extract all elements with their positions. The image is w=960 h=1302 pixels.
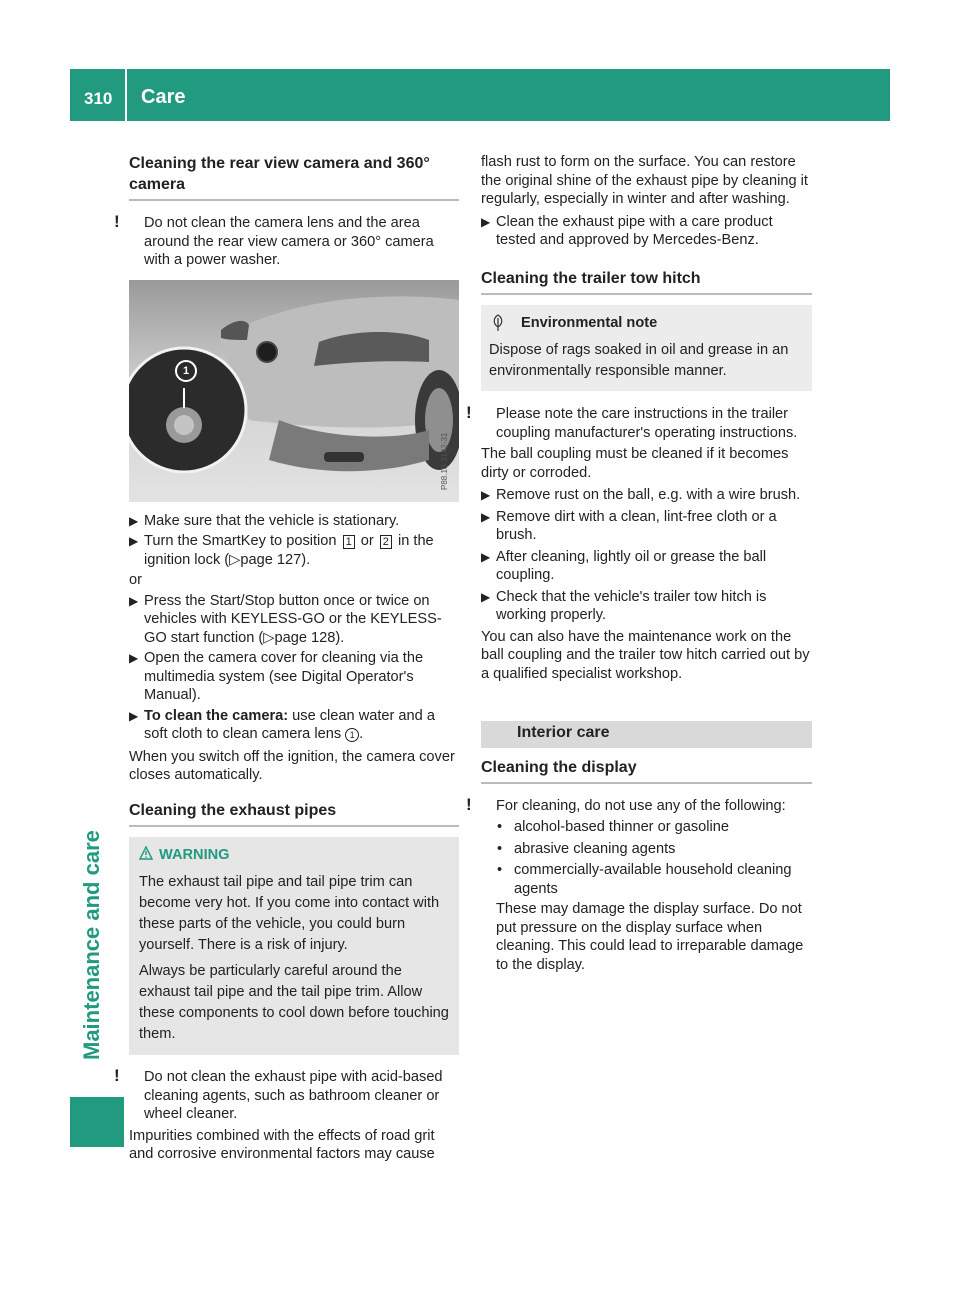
step-text: Turn the SmartKey to position (144, 533, 341, 549)
list-item (481, 486, 812, 505)
warning-triangle-icon (139, 846, 153, 866)
exhaust-caution-note (114, 1066, 459, 1124)
header-divider (125, 69, 127, 121)
step-arrow-icon: ▶ (481, 589, 491, 604)
list-item (129, 592, 459, 648)
page-header-bar (70, 69, 890, 121)
right-column (466, 153, 812, 974)
chapter-title: Care (141, 86, 186, 108)
caution-icon: ! (114, 1066, 120, 1085)
environment-leaf-icon (491, 314, 505, 338)
page-reference-link[interactable]: page 128). (274, 629, 345, 646)
bullet-icon: • (497, 819, 503, 835)
bullet-text: alcohol-based thinner or gasoline (514, 819, 729, 835)
interior-care-heading: Interior care (481, 721, 812, 748)
callout-1-icon: 1 (345, 728, 359, 742)
or-text: or (129, 572, 142, 588)
step-arrow-icon: ▶ (129, 593, 139, 608)
impurities-paragraph: Impurities combined with the effects of road grit and corrosive environmental factors may cause (129, 1127, 435, 1162)
step-text: Open the camera cover for cleaning via the multimedia system (see Digital Operator's Manual). (144, 650, 424, 703)
display-bullets (481, 818, 812, 898)
exhaust-heading-wrap (129, 800, 459, 827)
warning-title: WARNING (159, 846, 230, 863)
section-side-label: Maintenance and care (79, 830, 104, 1060)
page-reference-link[interactable]: page 127). (240, 551, 311, 568)
page-ref-arrow-icon: ▷ (263, 629, 275, 646)
camera-caution-note (114, 212, 459, 270)
camera-section-heading-wrap (129, 153, 459, 201)
list-item (129, 532, 459, 569)
side-tab-marker (70, 1097, 124, 1147)
tow-steps (481, 486, 812, 625)
exhaust-caution-text: Do not clean the exhaust pipe with acid-based cleaning agents, such as bathroom cleaner or wheel cleaner. (144, 1069, 443, 1122)
photo-callout-1: 1 (175, 360, 197, 382)
warning-paragraph-2: Always be particularly careful around the exhaust tail pipe and the tail pipe trim. Allow these components to cool down before touching them. (139, 963, 449, 1042)
step-text: Check that the vehicle's trailer tow hitch is working properly. (496, 588, 767, 623)
list-item (481, 840, 812, 859)
caution-icon: ! (114, 212, 120, 231)
display-damage-paragraph: These may damage the display surface. Do not put pressure on the display surface when cleaning. This could lead to irreparable damage to the display. (496, 901, 804, 973)
bullet-text: abrasive cleaning agents (514, 840, 676, 857)
step-arrow-icon: ▶ (129, 513, 139, 528)
step-text: Clean the exhaust pipe with a care product tested and approved by Mercedes-Benz. (496, 213, 773, 248)
flash-rust-paragraph: flash rust to form on the surface. You can restore the original shine of the exhaust pipe by cleaning it regularly, especially in winter and after washing. (481, 154, 808, 207)
environmental-note-title: Environmental note (521, 314, 658, 331)
step-arrow-icon: ▶ (481, 509, 491, 524)
list-item (129, 649, 459, 705)
list-item (481, 508, 812, 545)
list-item (481, 213, 812, 250)
bullet-text: commercially-available household cleaning agents (514, 862, 792, 897)
step-text: or (356, 533, 378, 549)
exhaust-section-heading: Cleaning the exhaust pipes (129, 801, 337, 819)
step-arrow-icon: ▶ (129, 708, 139, 723)
step-text: . (359, 726, 364, 742)
step-text: use clean water and a soft cloth to clean camera lens (144, 707, 435, 742)
step-bold-text: To clean the camera: (144, 707, 289, 724)
page-ref-arrow-icon: ▷ (229, 551, 241, 568)
tow-hitch-section-heading: Cleaning the trailer tow hitch (481, 269, 701, 287)
display-heading-wrap (481, 757, 812, 784)
list-item (129, 512, 459, 531)
step-arrow-icon: ▶ (129, 651, 139, 665)
step-text: After cleaning, lightly oil or grease the ball coupling. (496, 548, 767, 583)
step-arrow-icon: ▶ (129, 534, 139, 548)
caution-icon: ! (466, 403, 472, 422)
step-text: in the ignition lock ( (144, 533, 434, 568)
bullet-icon: • (497, 862, 503, 878)
environmental-note-title-row (489, 314, 804, 333)
list-item (481, 818, 812, 837)
camera-caution-text: Do not clean the camera lens and the area around the rear view camera or 360° camera with a power washer. (144, 215, 434, 268)
display-caution-note (466, 794, 812, 816)
tow-caution-text: Please note the care instructions in the trailer coupling manufacturer's operating instructions. (496, 406, 798, 441)
key-position-1: 1 (343, 535, 355, 549)
environmental-note-box (481, 305, 812, 392)
step-text: Make sure that the vehicle is stationary. (144, 512, 400, 529)
list-item (481, 548, 812, 585)
caution-icon: ! (466, 794, 472, 814)
photo-code: P88.10-3142-31 (440, 432, 449, 490)
switch-off-paragraph: When you switch off the ignition, the camera cover closes automatically. (129, 748, 455, 783)
warning-box (129, 837, 459, 1056)
rear-camera-photo (129, 280, 459, 502)
display-caution-text: For cleaning, do not use any of the following: (496, 797, 786, 814)
bullet-icon: • (497, 840, 503, 857)
left-column (114, 153, 459, 1164)
rear-camera-illustration (129, 280, 459, 502)
step-text: Press the Start/Stop button once or twice on vehicles with KEYLESS-GO or the KEYLESS-GO start function ( (144, 592, 442, 646)
step-text: Remove rust on the ball, e.g. with a wire brush. (496, 487, 801, 503)
list-item (481, 861, 812, 898)
display-section-heading: Cleaning the display (481, 758, 637, 776)
tow-heading-wrap (481, 268, 812, 295)
step-arrow-icon: ▶ (481, 214, 491, 229)
step-arrow-icon: ▶ (481, 549, 491, 564)
list-item (129, 707, 459, 744)
camera-section-heading: Cleaning the rear view camera and 360° camera (129, 155, 430, 193)
step-text: Remove dirt with a clean, lint-free cloth or a brush. (496, 508, 777, 543)
key-position-2: 2 (380, 535, 392, 549)
environmental-note-text: Dispose of rags soaked in oil and grease in an environmentally responsible manner. (489, 342, 789, 379)
warning-paragraph-1: The exhaust tail pipe and tail pipe trim can become very hot. If you come into contact with these parts of the vehicle, you could burn yourself. There is a risk of injury. (139, 874, 440, 953)
page-number: 310 (84, 89, 113, 108)
list-item (481, 588, 812, 625)
camera-steps (129, 512, 459, 744)
warning-title-row (139, 846, 449, 865)
maintenance-paragraph: You can also have the maintenance work on the ball coupling and the trailer tow hitch carried out by a qualified specialist workshop. (481, 628, 810, 682)
step-arrow-icon: ▶ (481, 488, 491, 502)
tow-caution-note (466, 403, 812, 442)
ball-coupling-paragraph: The ball coupling must be cleaned if it becomes dirty or corroded. (481, 446, 789, 481)
